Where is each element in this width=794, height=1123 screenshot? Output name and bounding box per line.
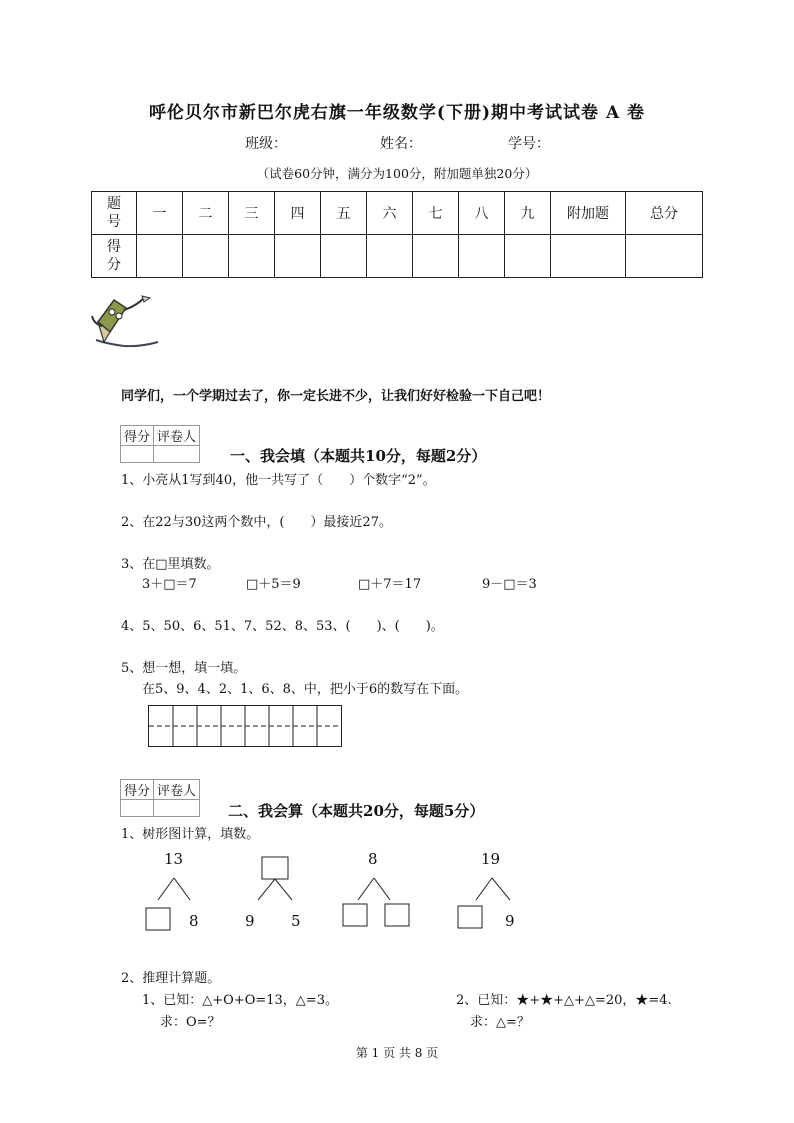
scorebox-grader-cell[interactable] [154,800,200,817]
col-header: 七 [413,192,459,235]
scorebox-grader-cell[interactable] [154,446,200,463]
s1-q3-item: 9－□＝3 [482,577,537,592]
header-label-cell [92,192,137,235]
scorebox-score-label: 得分 [121,426,154,446]
score-label-2: 分 [107,257,121,273]
name-label: 姓名： [380,136,422,152]
tree3-top: 8 [368,850,378,868]
scorebox-grader-label: 评卷人 [154,780,200,800]
scorebox-score-cell[interactable] [121,800,154,817]
tree2-left: 9 [245,912,255,930]
score-cell[interactable] [626,235,703,278]
score-cell[interactable] [367,235,413,278]
scorebox-score-cell[interactable] [121,446,154,463]
s1-q2: 2、在22与30这两个数中，( ）最接近27。 [121,515,392,530]
col-header: 六 [367,192,413,235]
scorebox-score-label: 得分 [121,780,154,800]
col-header: 一 [137,192,183,235]
header-label-2: 号 [107,214,121,230]
answer-grid[interactable] [148,705,342,747]
s1-q3-item: 3＋□＝7 [142,577,197,592]
s1-q5: 5、想一想，填一填。 [121,661,247,676]
tree3-right-box[interactable] [385,904,409,926]
col-header: 三 [229,192,275,235]
page-footer: 第 1 页 共 8 页 [355,1046,439,1060]
col-header: 四 [275,192,321,235]
tree3-left-box[interactable] [343,904,367,926]
score-cell[interactable] [229,235,275,278]
col-header: 九 [505,192,551,235]
score-cell[interactable] [137,235,183,278]
score-label-1: 得 [107,239,121,255]
score-cell[interactable] [183,235,229,278]
section2-title: 二、我会算（本题共20分，每题5分） [228,802,485,820]
s2-q2a-ask: 求：O=？ [160,1015,221,1030]
tree4-top: 19 [481,850,501,868]
s2-q2a: 1、已知：△+O+O=13，△=3。 [142,993,338,1008]
section2-scorebox [120,779,200,817]
page-title: 呼伦贝尔市新巴尔虎右旗一年级数学(下册)期中考试试卷 A 卷 [148,103,646,123]
s2-q2b-ask: 求：△=？ [470,1015,530,1030]
s2-q1: 1、树形图计算，填数。 [121,827,260,842]
score-cell[interactable] [321,235,367,278]
tree2-right: 5 [291,912,301,930]
tree4-left-box[interactable] [458,906,482,928]
score-cell[interactable] [459,235,505,278]
col-header: 二 [183,192,229,235]
score-cell[interactable] [505,235,551,278]
tree-diagrams [130,850,550,940]
col-header: 八 [459,192,505,235]
s1-q1: 1、小亮从1写到40，他一共写了（ ）个数字“2”。 [121,473,436,488]
s2-q2: 2、推理计算题。 [121,971,221,986]
tree1-left-box[interactable] [146,908,170,930]
score-label-cell [92,235,137,278]
s1-q5-sub: 在5、9、4、2、1、6、8、中，把小于6的数写在下面。 [142,682,469,697]
s1-q3: 3、在□里填数。 [121,557,220,572]
col-header: 总分 [626,192,703,235]
s1-q4: 4、5、50、6、51、7、52、8、53、( )、( )。 [121,619,444,634]
col-header: 附加题 [551,192,626,235]
scorebox-grader-label: 评卷人 [154,426,200,446]
s1-q3-item: □＋5＝9 [246,577,301,592]
score-cell[interactable] [551,235,626,278]
id-label: 学号： [508,136,550,152]
exam-note: （试卷60分钟，满分为100分，附加题单独20分） [256,166,538,181]
class-label: 班级： [245,136,287,152]
header-label-1: 题 [107,196,121,212]
score-table-score-row [92,235,703,278]
tree1-top: 13 [164,850,184,868]
s1-q3-item: □＋7＝17 [358,577,422,592]
tree2-top-box[interactable] [262,857,288,879]
section1-title: 一、我会填（本题共10分，每题2分） [230,447,487,465]
tree1-right: 8 [189,912,199,930]
tree4-right: 9 [505,912,515,930]
s2-q2b: 2、已知：★+★+△+△=20，★=4. [456,993,672,1008]
col-header: 五 [321,192,367,235]
score-table-header-row [92,192,703,235]
intro-text: 同学们，一个学期过去了，你一定长进不少，让我们好好检验一下自己吧！ [121,389,551,404]
pencil-mascot-icon [88,292,160,352]
section1-scorebox [120,425,200,463]
score-cell[interactable] [413,235,459,278]
score-cell[interactable] [275,235,321,278]
score-table [91,191,703,278]
